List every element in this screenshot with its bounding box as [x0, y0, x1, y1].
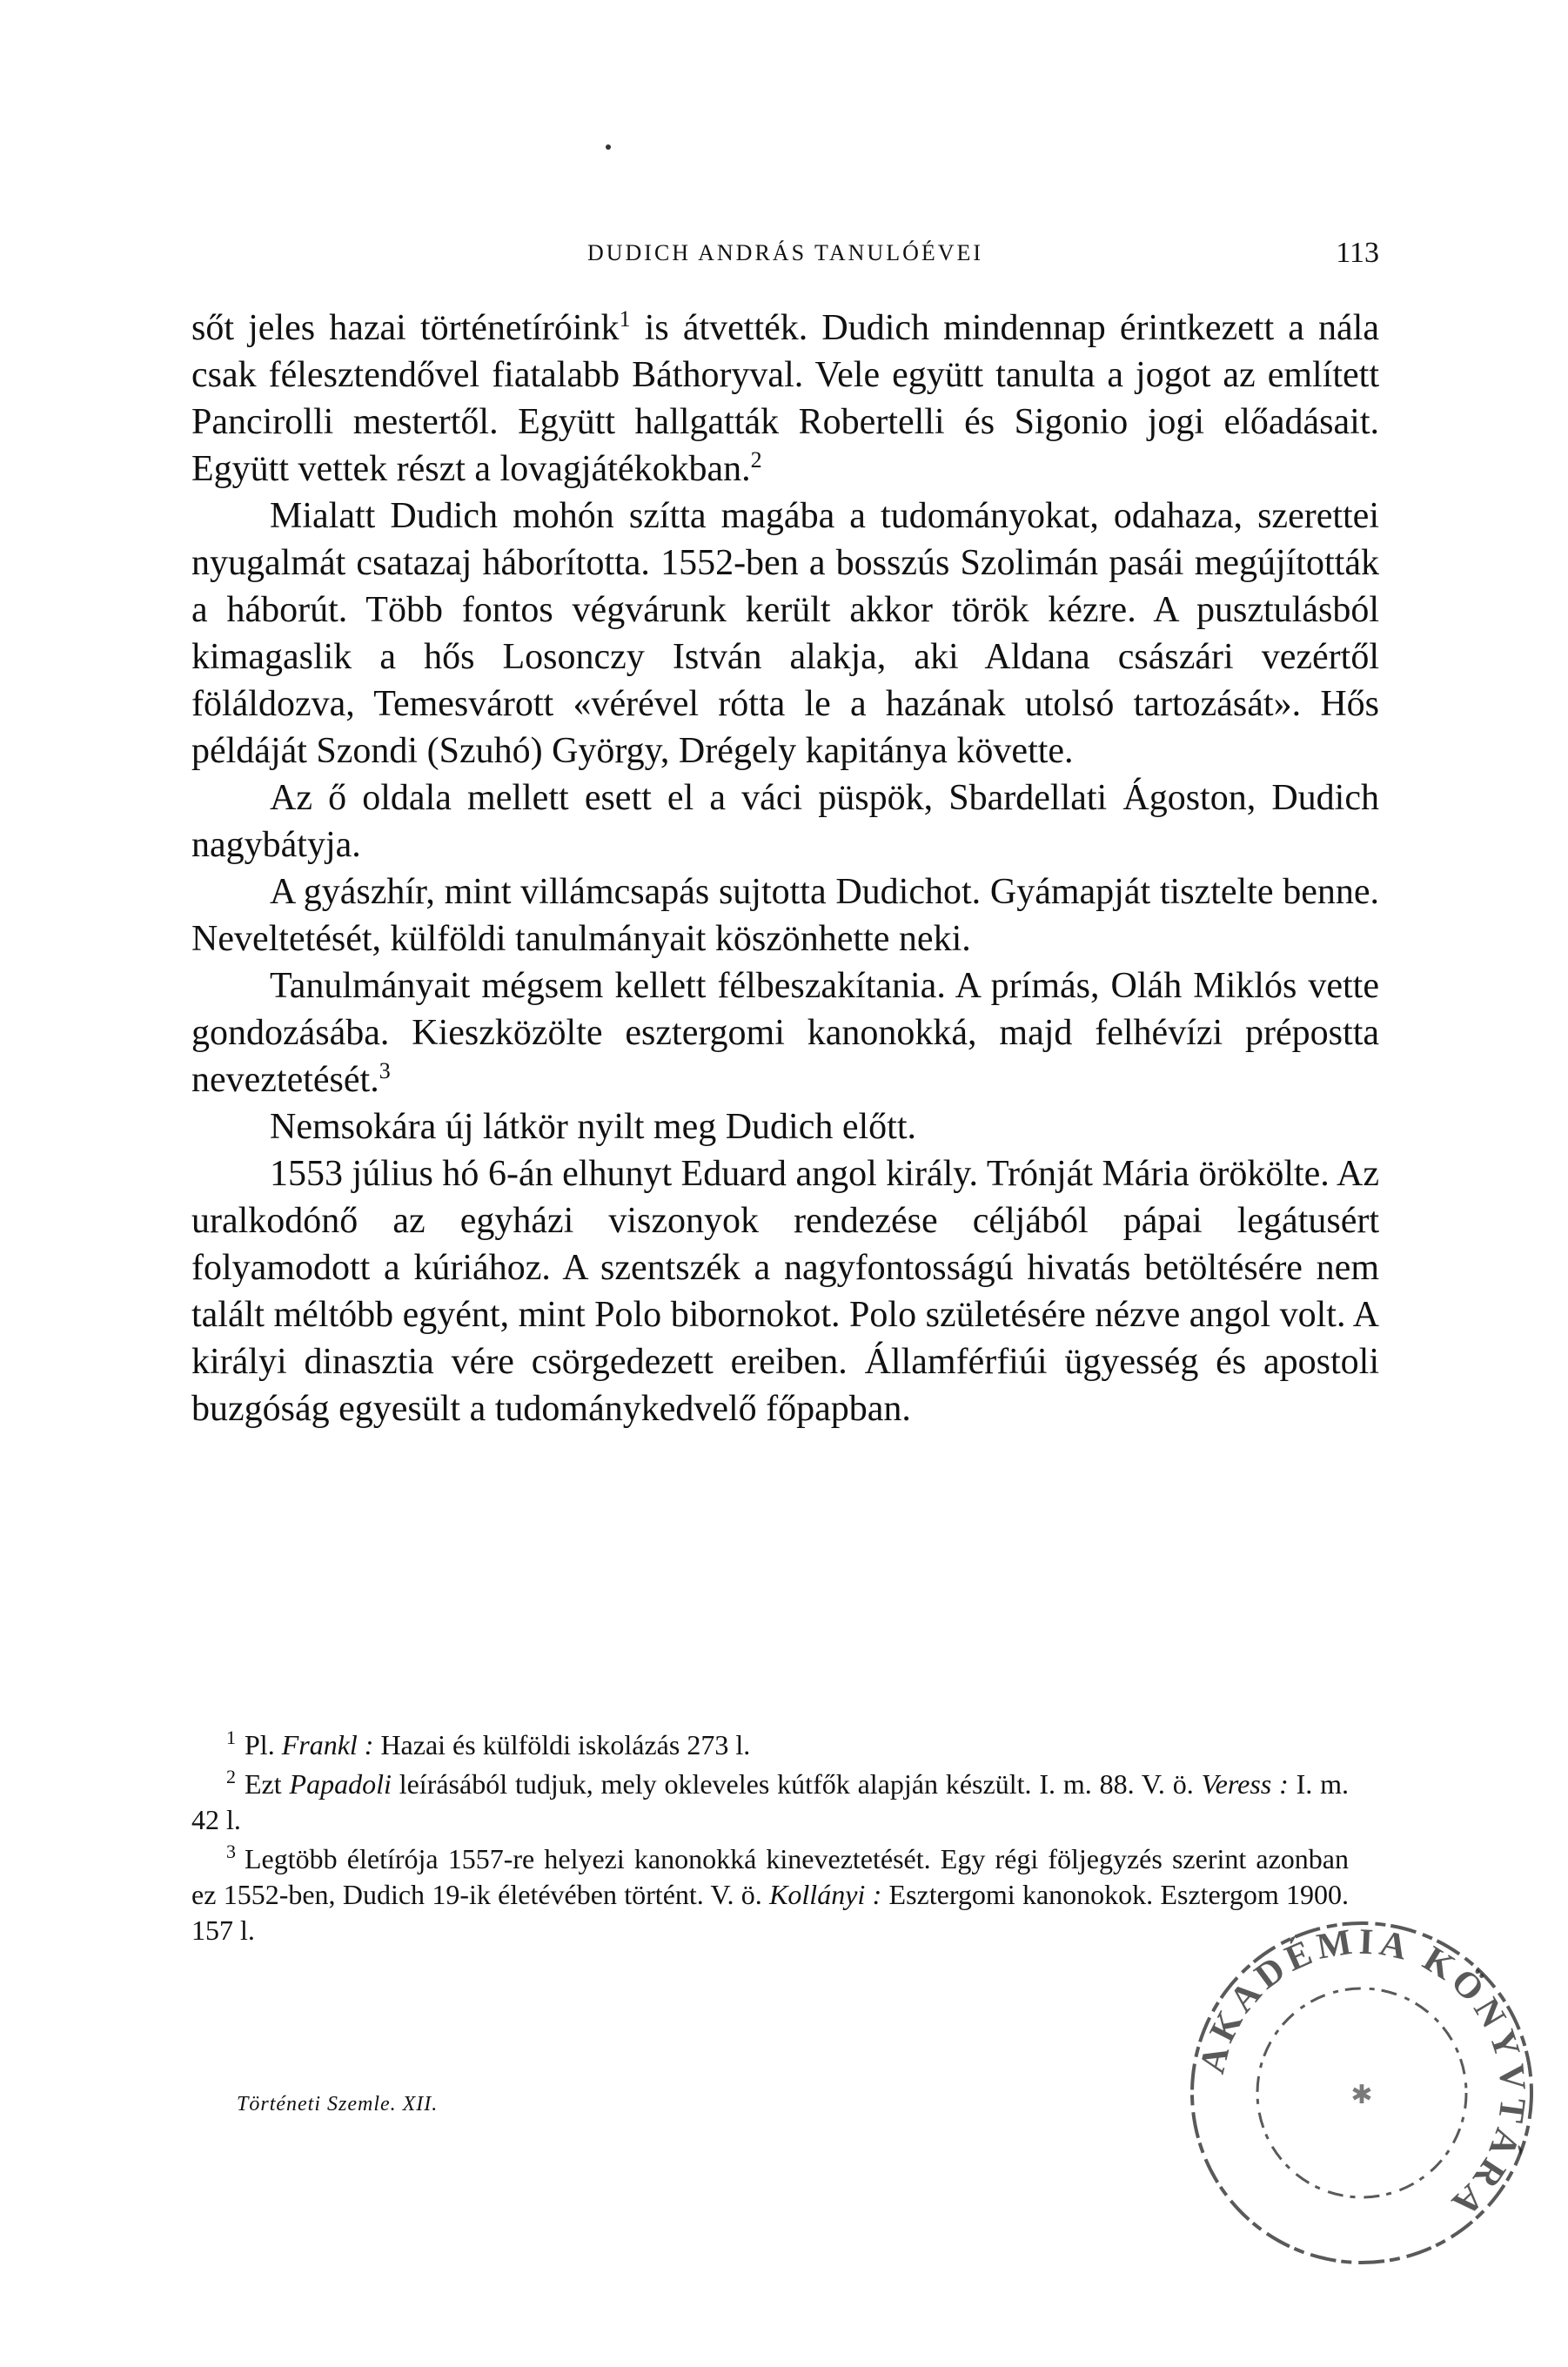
footnote-text: leírásából tudjuk, mely okleveles kútfők alapján készült. I. m. 88. V. ö.: [391, 1768, 1202, 1800]
footnote-ref-1: 1: [619, 306, 631, 332]
footnote-author: Veress :: [1201, 1768, 1289, 1800]
footnote-text: Pl.: [245, 1729, 282, 1760]
footnote-text: Legtöbb életírója 1557-re helyezi kanonokká kineveztetését. Egy régi följegyzés szerint azonban ez 1552-ben, Dudich 19-ik életévében történt. V. ö.: [191, 1843, 1349, 1910]
footnote-author: Frankl :: [281, 1729, 374, 1760]
footnote-marker: 1: [226, 1727, 236, 1749]
footnote-ref-3: 3: [379, 1058, 391, 1083]
paragraph-7: 1553 július hó 6-án elhunyt Eduard angol király. Trónját Mária örökölte. Az uralkodónő az egyházi viszonyok rendezése céljából pápai legátusért folyamodott a kúriához. A szentszék a nagyfontosságú hivatás betöltésére nem talált méltóbb egyént, mint Polo bibornokot. Polo születésére nézve angol volt. A királyi dinasztia vére csörgedezett ereiben. Államférfiúi ügyesség és apostoli buzgóság egyesült a tudománykedvelő főpapban.: [191, 1154, 1379, 1429]
footnote-2: [191, 1767, 1349, 1838]
speck-mark: [606, 144, 611, 150]
paragraph-4: A gyászhír, mint villámcsapás sujtotta Dudichot. Gyámapját tisztelte benne. Neveltetését, külföldi tanulmányait köszönhette neki.: [191, 872, 1379, 959]
footnote-author: Kollányi :: [769, 1879, 882, 1910]
footnote-marker: 3: [226, 1841, 236, 1863]
paragraph-6: Nemsokára új látkör nyilt meg Dudich előtt.: [270, 1107, 916, 1147]
paragraph-1: [191, 305, 1379, 493]
paragraph-3: Az ő oldala mellett esett el a váci püspök, Sbardellati Ágoston, Dudich nagybátyja.: [191, 778, 1379, 865]
body-text: [191, 305, 1379, 1432]
footnote-text: Hazai és külföldi iskolázás 273 l.: [373, 1729, 751, 1760]
footnote-1: [191, 1727, 1349, 1763]
running-head: DUDICH ANDRÁS TANULÓÉVEI: [586, 240, 984, 265]
library-stamp: [1170, 1901, 1553, 2284]
paragraph-1-text-a: sőt jeles hazai történetíróink: [191, 308, 620, 348]
footnote-text: Esztergomi kanonokok. Esztergom 1900. 157 l.: [191, 1879, 1350, 1946]
paragraph-5-text: Tanulmányait mégsem kellett félbeszakítania. A prímás, Oláh Miklós vette gondozásába. Kieszközölte esztergomi kanonokká, majd felhévízi prépostta neveztetését.: [191, 966, 1379, 1100]
paragraph-1-text-b: is átvették. Dudich mindennap érintkezett a nála csak félesztendővel fiatalabb Báthoryval. Vele együtt tanulta a jogot az említett Pancirolli mestertől. Együtt hallgatták Robertelli és Sigonio jogi előadásait. Együtt vettek részt a lovagjátékokban.: [191, 308, 1379, 489]
footnote-ref-2: 2: [750, 447, 762, 473]
signature-line: Történeti Szemle. XII.: [237, 2093, 439, 2116]
paragraph-5: [191, 962, 1379, 1103]
footnote-text: Ezt: [245, 1768, 290, 1800]
paragraph-2: Mialatt Dudich mohón szítta magába a tudományokat, odahaza, szerettei nyugalmát csatazaj háborította. 1552-ben a bosszús Szolimán pasái megújították a háborút. Több fontos végvárunk került akkor török kézre. A pusztulásból kimagaslik a hős Losonczy István alakja, aki Aldana császári vezértől föláldozva, Temesvárott «vérével rótta le a hazának utolsó tartozását». Hős példáját Szondi (Szuhó) György, Drégely kapitánya követte.: [191, 496, 1379, 771]
stamp-star-icon: ✱: [1350, 2081, 1373, 2109]
svg-text:AKADÉMIA KÖNYVTÁRA: [1192, 1921, 1533, 2227]
footnote-text: I. m. 42 l.: [191, 1768, 1350, 1835]
stamp-text: AKADÉMIA KÖNYVTÁRA: [1192, 1921, 1533, 2228]
footnote-marker: 2: [226, 1766, 236, 1788]
footnote-author: Papadoli: [289, 1768, 392, 1800]
page-header: [191, 237, 1379, 272]
page-number: 113: [1336, 237, 1379, 269]
